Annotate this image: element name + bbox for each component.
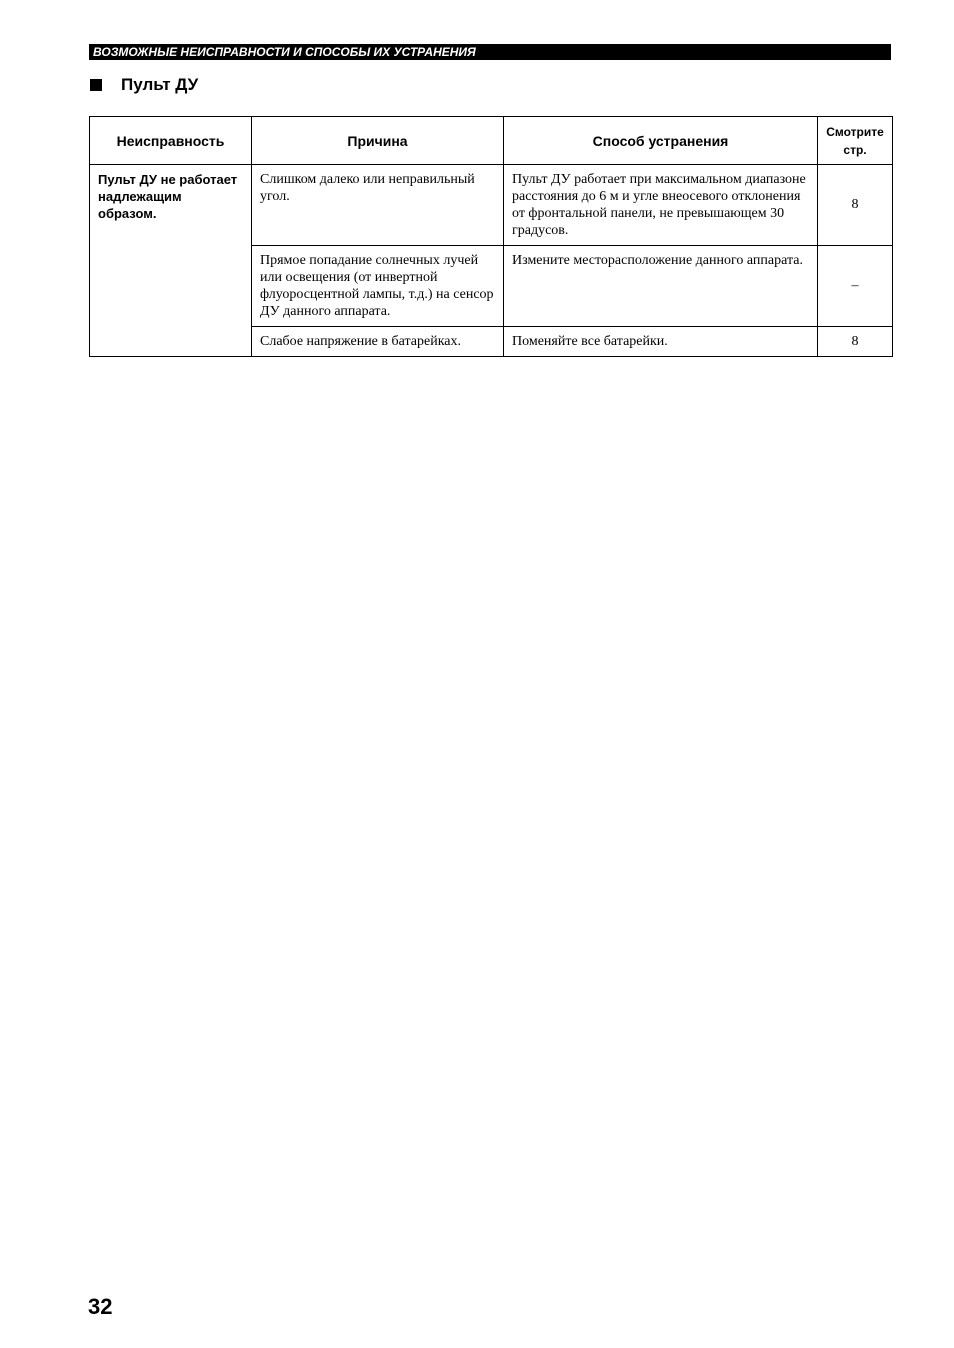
page-header-title: ВОЗМОЖНЫЕ НЕИСПРАВНОСТИ И СПОСОБЫ ИХ УСТРАНЕНИЯ: [93, 45, 476, 59]
page-ref-cell: 8: [818, 327, 893, 357]
troubleshooting-table: [89, 116, 893, 357]
page-ref-cell: 8: [818, 165, 893, 246]
header-remedy: Способ устранения: [504, 117, 818, 165]
remedy-cell: Поменяйте все батарейки.: [504, 327, 818, 357]
table-header-row: [90, 117, 893, 165]
page-header-bar: [89, 44, 891, 60]
section-title: Пульт ДУ: [121, 75, 199, 94]
table-row: [90, 165, 893, 246]
header-page: [818, 117, 893, 165]
remedy-cell: Пульт ДУ работает при максимальном диапазоне расстояния до 6 м и угле внеосевого отклонения от фронтальной панели, не превышающем 30 градусов.: [504, 165, 818, 246]
page-ref-cell: –: [818, 246, 893, 327]
problem-cell: Пульт ДУ не работает надлежащим образом.: [90, 165, 252, 357]
square-bullet-icon: [90, 79, 102, 91]
remedy-cell: Измените месторасположение данного аппарата.: [504, 246, 818, 327]
cause-cell: Слабое напряжение в батарейках.: [252, 327, 504, 357]
page-number: 32: [88, 1294, 113, 1319]
cause-cell: Прямое попадание солнечных лучей или освещения (от инвертной флуоросцентной лампы, т.д.) на сенсор ДУ данного аппарата.: [252, 246, 504, 327]
header-page-line2: стр.: [843, 142, 867, 157]
header-cause: Причина: [252, 117, 504, 165]
header-problem: Неисправность: [90, 117, 252, 165]
section-heading: [90, 74, 198, 96]
header-page-line1: Смотрите: [826, 124, 884, 139]
cause-cell: Слишком далеко или неправильный угол.: [252, 165, 504, 246]
